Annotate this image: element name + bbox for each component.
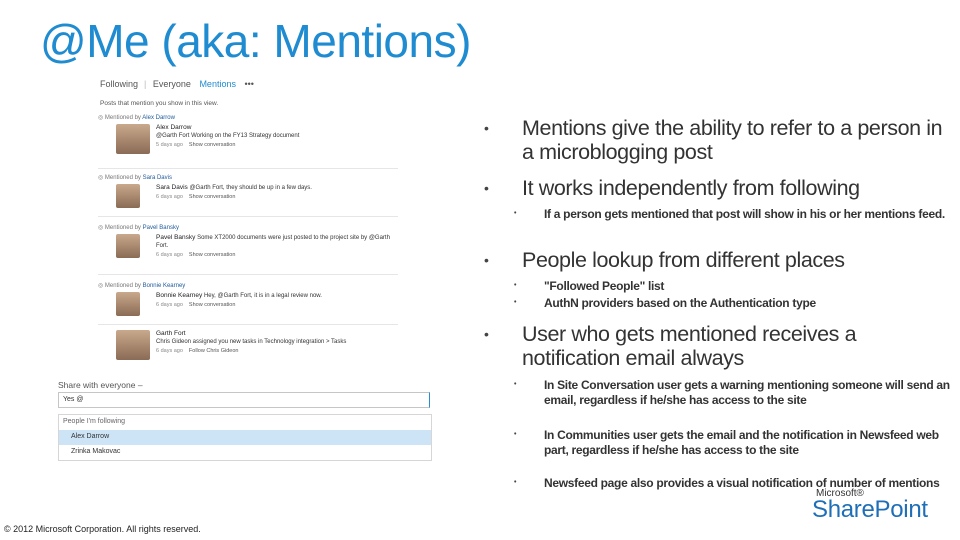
sub-bullet-text: In Site Conversation user gets a warning mentioning someone will send an email, regardless if he/she has access to the site [544, 378, 950, 407]
people-group-label: People I'm following [63, 418, 126, 425]
post-time: 6 days ago [156, 301, 183, 308]
people-option[interactable]: Alex Darrow [59, 430, 431, 445]
list-item [98, 114, 398, 148]
bullet-dot: • [514, 431, 517, 438]
bullet-dot: • [514, 381, 517, 388]
mention-line: ◎ Mentioned by Sara Davis [98, 175, 172, 181]
people-option[interactable]: Zrinka Makovac [71, 448, 121, 455]
post-time: 6 days ago [156, 347, 183, 354]
slide-title: @Me (aka: Mentions) [40, 15, 471, 67]
post-time: 6 days ago [156, 251, 183, 258]
post-text: @Garth Fort Working on the FY13 Strategy document [156, 133, 300, 139]
bullet-dot: • [514, 299, 517, 306]
post-text: Chris Gideon assigned you new tasks in Technology integration > Tasks [156, 339, 347, 345]
mention-line: ◎ Mentioned by Alex Darrow [98, 115, 175, 121]
divider [98, 216, 398, 217]
post-text: Hey, @Garth Fort, it is in a legal review now. [203, 293, 322, 299]
mention-line: ◎ Mentioned by Bonnie Kearney [98, 283, 186, 289]
copyright-footer: © 2012 Microsoft Corporation. All rights reserved. [4, 524, 201, 534]
sub-bullet-text: AuthN providers based on the Authentication type [544, 296, 816, 310]
bullet-dot: • [514, 282, 517, 289]
tab-following[interactable]: Following [100, 79, 139, 89]
divider [98, 324, 398, 325]
bullet-dot: • [484, 252, 489, 268]
avatar[interactable] [116, 184, 140, 208]
feed-caption: Posts that mention you show in this view. [100, 100, 219, 107]
show-conversation-link[interactable]: Show conversation [188, 251, 236, 258]
tab-mentions[interactable]: Mentions [199, 79, 236, 89]
sharepoint-wordmark: SharePoint [812, 496, 928, 523]
sub-bullet-text: Newsfeed page also provides a visual notification of number of mentions [544, 476, 940, 490]
sub-bullet [514, 378, 954, 407]
bullet [484, 116, 954, 164]
bullet-text: Mentions give the ability to refer to a person in a microblogging post [522, 116, 943, 164]
sharepoint-logo [812, 488, 944, 524]
post-author[interactable]: Sara Davis [156, 184, 188, 191]
sub-bullet [514, 207, 954, 222]
bullet-text: It works independently from following [522, 176, 860, 200]
mention-by-link[interactable]: Sara Davis [142, 175, 172, 181]
avatar[interactable] [116, 124, 150, 154]
list-item [98, 174, 398, 200]
share-scope-selector[interactable]: Share with everyone – [58, 380, 143, 390]
bullet [484, 248, 954, 272]
mention-line: ◎ Mentioned by Pavel Bansky [98, 225, 179, 231]
divider [98, 168, 398, 169]
post-author[interactable]: Alex Darrow [156, 124, 192, 131]
bullet-dot: • [484, 326, 489, 342]
sub-bullet-text: "Followed People" list [544, 279, 665, 293]
feed-tabs: Following | Everyone Mentions ••• [100, 79, 254, 89]
mentions-feed [98, 76, 398, 366]
bullet-dot: • [484, 180, 489, 196]
follow-link[interactable]: Follow Chris Gideon [188, 347, 239, 354]
more-tabs-icon[interactable]: ••• [244, 79, 254, 89]
list-item [98, 224, 398, 258]
sub-bullet [514, 428, 954, 457]
bullet-dot: • [514, 479, 517, 486]
show-conversation-link[interactable]: Show conversation [188, 193, 236, 200]
tab-everyone[interactable]: Everyone [152, 79, 191, 89]
post-time: 5 days ago [156, 141, 183, 148]
post-text: Some XT2000 documents were just posted to the project site by @Garth Fort. [156, 235, 390, 249]
bullet [484, 322, 954, 370]
sub-bullet-text: If a person gets mentioned that post will show in his or her mentions feed. [544, 207, 945, 221]
sub-bullet [514, 279, 954, 294]
share-dropdown [58, 380, 434, 464]
bullet-text: People lookup from different places [522, 248, 845, 272]
bullet-text: User who gets mentioned receives a notification email always [522, 322, 857, 370]
show-conversation-link[interactable]: Show conversation [188, 141, 236, 148]
avatar[interactable] [116, 292, 140, 316]
people-picker-list [58, 414, 432, 461]
post-time: 6 days ago [156, 193, 183, 200]
list-item [98, 282, 398, 308]
bullet-dot: • [514, 210, 517, 217]
sub-bullet [514, 296, 954, 311]
mention-by-link[interactable]: Pavel Bansky [142, 225, 179, 231]
mention-by-link[interactable]: Bonnie Kearney [142, 283, 186, 289]
post-author[interactable]: Pavel Bansky [156, 234, 196, 241]
avatar[interactable] [116, 234, 140, 258]
bullet-dot: • [484, 120, 489, 136]
show-conversation-link[interactable]: Show conversation [188, 301, 236, 308]
post-author[interactable]: Garth Fort [156, 330, 186, 337]
post-author[interactable]: Bonnie Kearney [156, 292, 203, 299]
post-input[interactable]: Yes @ [58, 392, 430, 408]
microsoft-wordmark: Microsoft® [816, 488, 864, 499]
post-text: @Garth Fort, they should be up in a few days. [189, 185, 312, 191]
mention-by-link[interactable]: Alex Darrow [142, 115, 175, 121]
avatar[interactable] [116, 330, 150, 360]
sub-bullet-text: In Communities user gets the email and the notification in Newsfeed web part, regardless if he/she has access to the site [544, 428, 939, 457]
bullet [484, 176, 954, 200]
divider [98, 274, 398, 275]
